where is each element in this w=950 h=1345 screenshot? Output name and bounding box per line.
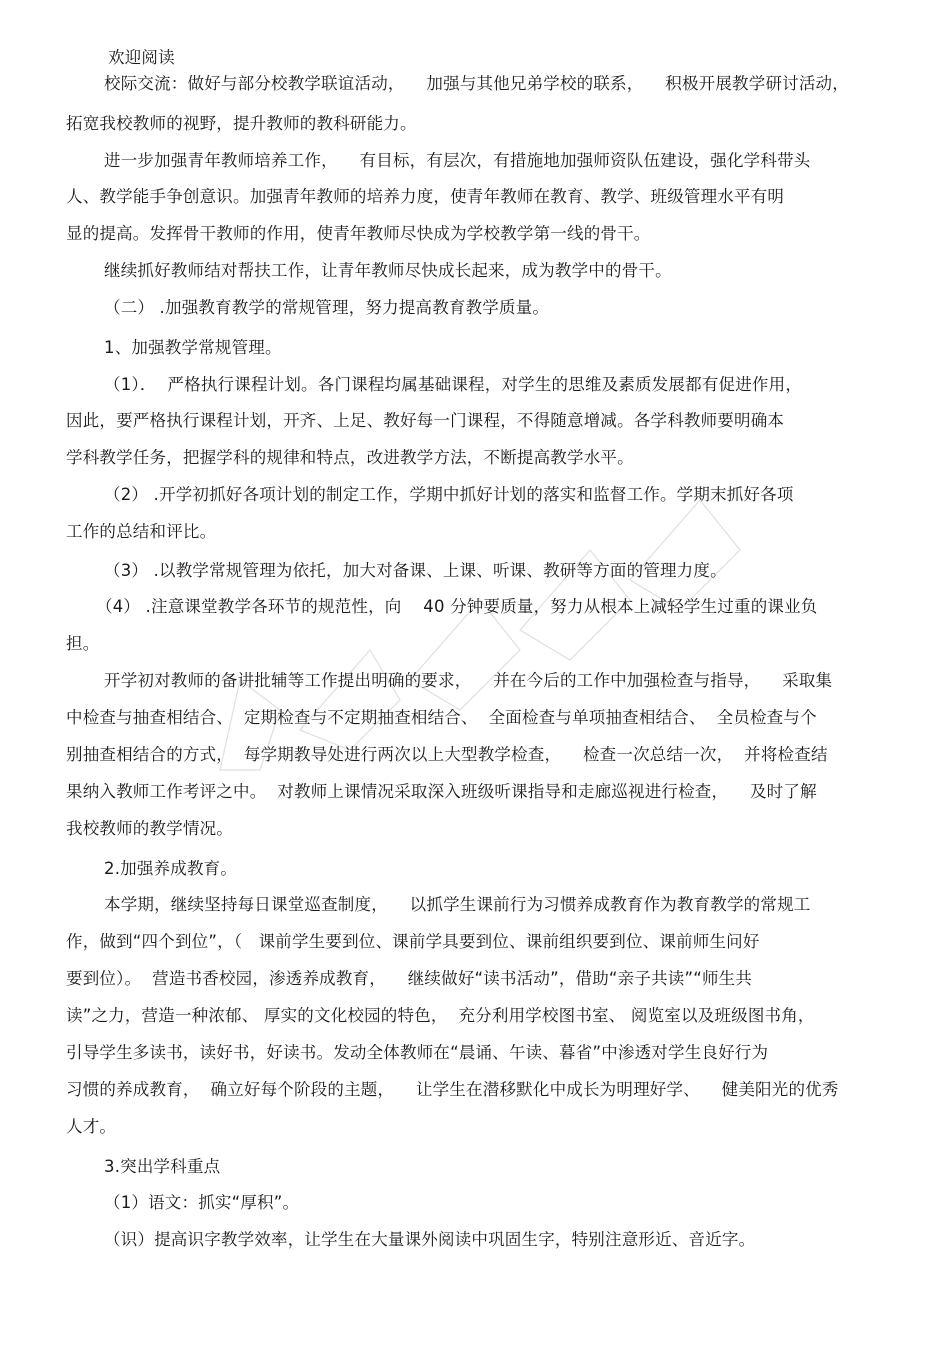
watermark bbox=[200, 480, 760, 780]
text-line: 欢迎阅读 bbox=[108, 48, 175, 67]
text-line: 开学初对教师的备讲批辅等工作提出明确的要求， 并在今后的工作中加强检查与指导， 采取集 bbox=[104, 671, 833, 690]
text-line: 因此，要严格执行课程计划，开齐、上足、教好每一门课程，不得随意增减。各学科教师要明确本 bbox=[66, 411, 785, 430]
text-line: （1）语文：抓实“厚积”。 bbox=[104, 1193, 300, 1212]
text-line: 继续抓好教师结对帮扶工作，让青年教师尽快成长起来，成为教学中的骨干。 bbox=[104, 261, 672, 280]
text-line: 担。 bbox=[66, 634, 100, 653]
text-line: （二） .加强教育教学的常规管理，努力提高教育教学质量。 bbox=[104, 298, 550, 317]
text-line: 作，做到“四个到位”，（ 课前学生要到位、课前学具要到位、课前组织要到位、课前师生问好 bbox=[66, 932, 760, 951]
text-line: 我校教师的教学情况。 bbox=[66, 819, 233, 838]
text-line: 学科教学任务，把握学科的规律和特点，改进教学方法，不断提高教学水平。 bbox=[66, 448, 634, 467]
text-line: 人才。 bbox=[66, 1117, 117, 1136]
text-line: 要到位）。 营造书香校园，渗透养成教育， 继续做好“读书活动”，借助“亲子共读”“师生共 bbox=[66, 969, 753, 988]
text-line: （2） .开学初抓好各项计划的制定工作，学期中抓好计划的落实和监督工作。学期末抓好各项 bbox=[104, 485, 794, 504]
text-line: （4） .注意课堂教学各环节的规范性，向 40 分钟要质量，努力从根本上减轻学生过重的课业负 bbox=[96, 597, 818, 616]
text-line: 校际交流：做好与部分校教学联谊活动， 加强与其他兄弟学校的联系， 积极开展教学研讨活动， bbox=[104, 74, 849, 93]
text-line: 1、加强教学常规管理。 bbox=[104, 338, 282, 357]
text-line: 人、教学能手争创意识。加强青年教师的培养力度，使青年教师在教育、教学、班级管理水平有明 bbox=[66, 187, 785, 206]
text-line: （识）提高识字教学效率，让学生在大量课外阅读中巩固生字，特别注意形近、音近字。 bbox=[104, 1230, 756, 1249]
text-line: 读”之力，营造一种浓郁、 厚实的文化校园的特色， 充分利用学校图书室、 阅览室以及班级图书角， bbox=[66, 1006, 815, 1025]
text-line: （1）． 严格执行课程计划。各门课程均属基础课程，对学生的思维及素质发展都有促进作用， bbox=[104, 375, 803, 394]
text-line: 3.突出学科重点 bbox=[104, 1157, 221, 1176]
text-line: 拓宽我校教师的视野，提升教师的教科研能力。 bbox=[66, 114, 417, 133]
text-line: 工作的总结和评比。 bbox=[66, 522, 217, 541]
text-line: 果纳入教师工作考评之中。 对教师上课情况采取深入班级听课指导和走廊巡视进行检查， 及时了解 bbox=[66, 782, 817, 801]
text-line: 2.加强养成教育。 bbox=[104, 859, 238, 878]
text-line: 本学期，继续坚持每日课堂巡查制度， 以抓学生课前行为习惯养成教育作为教育教学的常规工 bbox=[104, 895, 811, 914]
text-line: 中检查与抽查相结合、 定期检查与不定期抽查相结合、 全面检查与单项抽查相结合、 全员检查与个 bbox=[66, 708, 817, 727]
text-line: 别抽查相结合的方式， 每学期教导处进行两次以上大型教学检查， 检查一次总结一次， 并将检查结 bbox=[66, 745, 828, 764]
text-line: 习惯的养成教育， 确立好每个阶段的主题， 让学生在潜移默化中成长为明理好学、 健美阳光的优秀 bbox=[66, 1080, 839, 1099]
text-line: 引导学生多读书，读好书，好读书。发动全体教师在“晨诵、午读、暮省”中渗透对学生良好行为 bbox=[66, 1043, 769, 1062]
text-line: （3） .以教学常规管理为依托，加大对备课、上课、听课、教研等方面的管理力度。 bbox=[104, 561, 727, 580]
text-line: 进一步加强青年教师培养工作， 有目标，有层次，有措施地加强师资队伍建设，强化学科带头 bbox=[104, 151, 811, 170]
text-line: 显的提高。发挥骨干教师的作用，使青年教师尽快成为学校教学第一线的骨干。 bbox=[66, 224, 651, 243]
